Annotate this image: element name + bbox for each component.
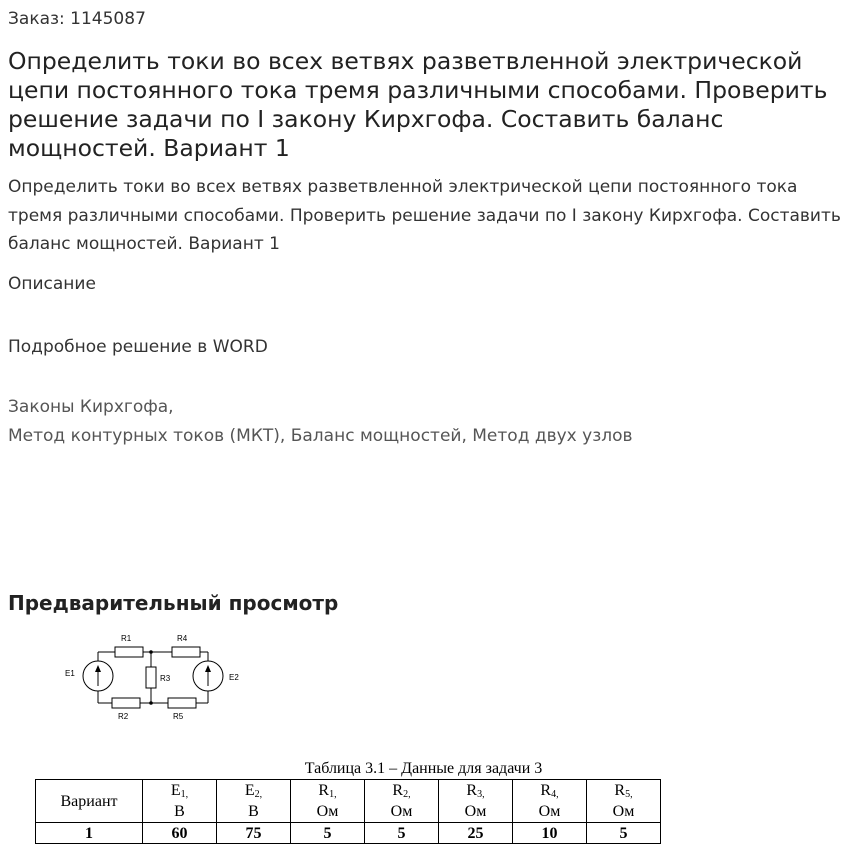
resistor-r2	[112, 698, 140, 708]
header-r5	[587, 780, 661, 823]
solution-format-note: Подробное решение в WORD	[8, 337, 268, 357]
cell-r4: 10	[513, 823, 587, 844]
resistor-r3	[146, 667, 156, 688]
header-subscript: 1,	[329, 789, 337, 800]
label-r4: R4	[177, 634, 188, 643]
circuit-diagram	[58, 625, 288, 725]
header-symbol: R	[392, 782, 404, 799]
header-e2	[217, 780, 291, 823]
cell-r2: 5	[365, 823, 439, 844]
header-r1	[291, 780, 365, 823]
header-unit: Ом	[464, 803, 487, 820]
header-variant: Вариант	[36, 780, 143, 823]
resistor-r1	[115, 647, 143, 657]
header-symbol: R	[466, 782, 478, 799]
label-e2: E2	[229, 673, 239, 682]
arrow-head	[205, 665, 211, 672]
header-subscript: 4,	[551, 789, 559, 800]
header-subscript: 3,	[477, 789, 485, 800]
topic-line: Законы Кирхгофа,	[8, 397, 174, 417]
label-e1: E1	[65, 669, 75, 678]
topic-line: Метод контурных токов (МКТ), Баланс мощностей, Метод двух узлов	[8, 426, 633, 446]
order-number: Заказ: 1145087	[8, 9, 146, 29]
cell-r3: 25	[439, 823, 513, 844]
header-symbol: R	[318, 782, 330, 799]
node-dot	[149, 701, 153, 705]
cell-r1: 5	[291, 823, 365, 844]
header-subscript: 2,	[403, 789, 411, 800]
arrow-head	[95, 665, 101, 672]
table-header-row	[36, 780, 661, 823]
description-section-label: Описание	[8, 274, 96, 294]
label-r2: R2	[118, 712, 129, 721]
header-subscript: 5,	[625, 789, 633, 800]
header-unit: Ом	[390, 803, 413, 820]
topics-list	[8, 393, 633, 451]
header-unit: В	[248, 803, 259, 820]
header-r4	[513, 780, 587, 823]
cell-r5: 5	[587, 823, 661, 844]
cell-e1: 60	[143, 823, 217, 844]
resistor-r4	[172, 647, 200, 657]
header-e1	[143, 780, 217, 823]
header-symbol: E	[170, 782, 181, 799]
header-unit: Ом	[538, 803, 561, 820]
node-dot	[149, 650, 153, 654]
resistor-r5	[168, 698, 196, 708]
header-unit: Ом	[316, 803, 339, 820]
header-symbol: E	[244, 782, 255, 799]
header-subscript: 2,	[254, 789, 263, 800]
header-r2	[365, 780, 439, 823]
header-subscript: 1,	[180, 789, 189, 800]
page-title: Определить токи во всех ветвях разветвленной электрической цепи постоянного тока тремя различными способами. Проверить решение задачи по I закону Кирхгофа. Составить баланс мощностей. Вариант 1	[8, 47, 828, 162]
table-row	[36, 823, 661, 844]
label-r1: R1	[121, 634, 132, 643]
task-description: Определить токи во всех ветвях разветвленной электрической цепи постоянного тока тремя различными способами. Проверить решение задачи по I закону Кирхгофа. Составить баланс мощностей. Вариант 1	[8, 177, 841, 254]
label-r3: R3	[160, 674, 171, 683]
cell-e2: 75	[217, 823, 291, 844]
preview-heading: Предварительный просмотр	[8, 591, 339, 615]
header-unit: В	[174, 803, 185, 820]
header-r3	[439, 780, 513, 823]
cell-variant: 1	[36, 823, 143, 844]
data-table	[35, 779, 661, 844]
label-r5: R5	[173, 712, 184, 721]
header-symbol: R	[614, 782, 626, 799]
header-unit: Ом	[612, 803, 635, 820]
header-symbol: R	[540, 782, 552, 799]
table-caption: Таблица 3.1 – Данные для задачи 3	[304, 760, 543, 777]
